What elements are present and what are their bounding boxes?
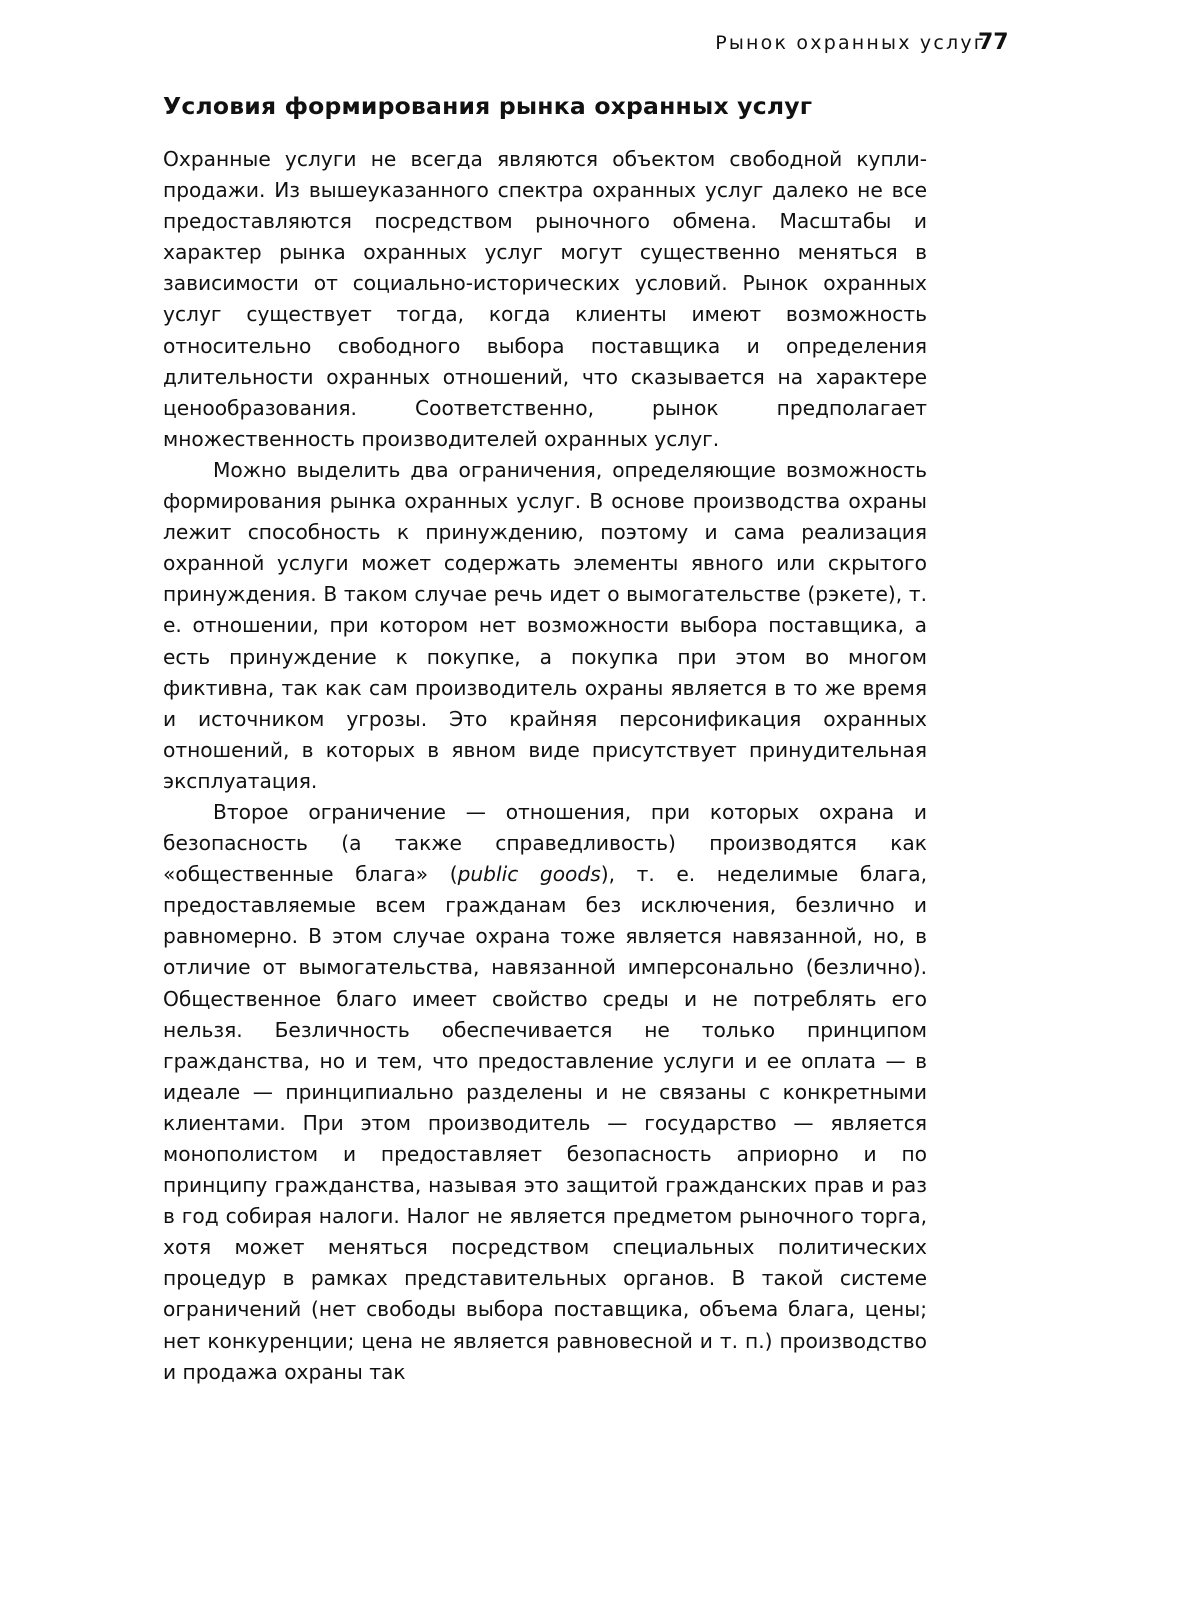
paragraph-3 (163, 797, 927, 1388)
body-text (163, 144, 927, 1388)
paragraph-3-text-after: ), т. е. неделимые блага, предоставляемые всем гражданам без исключения, безлично и равномерно. В этом случае охрана тоже является навязанной, но, в отличие от вымогательства, навязанной имперсонально (безлично). Общественное благо имеет свойство среды и не потреблять его нельзя. Безличность обеспечивается не только принципом гражданства, но и тем, что предоставление услуги и ее оплата — в идеале — принципиально разделены и не связаны с конкретными клиентами. При этом производитель — государство — является монополистом и предоставляет безопасность априорно и по принципу гражданства, называя это защитой гражданских прав и раз в год собирая налоги. Налог не является предметом рыночного торга, хотя может меняться посредством специальных политических процедур в рамках представительных органов. В такой системе ограничений (нет свободы выбора поставщика, объема блага, цены; нет конкуренции; цена не является равновесной и т. п.) производство и продажа охраны так (163, 862, 928, 1384)
section-heading: Условия формирования рынка охранных услуг (163, 92, 813, 120)
paragraph-3-text-before: Второе ограничение — отношения, при которых охрана и безопасность (а также справедливость) производятся как «общественные блага» ( (163, 799, 927, 887)
page-number: 77 (978, 30, 1009, 55)
paragraph-1: Охранные услуги не всегда являются объектом свободной купли-продажи. Из вышеуказанного спектра охранных услуг далеко не все предоставляются посредством рыночного обмена. Масштабы и характер рынка охранных услуг могут существенно меняться в зависимости от социально-исторических условий. Рынок охранных услуг существует тогда, когда клиенты имеют возможность относительно свободного выбора поставщика и определения длительности охранных отношений, что сказывается на характере ценообразования. Соответственно, рынок предполагает множественность производителей охранных услуг. (163, 147, 927, 451)
running-title: Рынок охранных услуг (715, 32, 986, 54)
paragraph-3-italic-term: public goods (457, 862, 601, 887)
paragraph-2: Можно выделить два ограничения, определяющие возможность формирования рынка охранных услуг. В основе производства охраны лежит способность к принуждению, поэтому и сама реализация охранной услуги может содержать элементы явного или скрытого принуждения. В таком случае речь идет о вымогательстве (рэкете), т. е. отношении, при котором нет возможности выбора поставщика, а есть принуждение к покупке, а покупка при этом во многом фиктивна, так как сам производитель охраны является в то же время и источником угрозы. Это крайняя персонификация охранных отношений, в которых в явном виде присутствует принудительная эксплуатация. (163, 457, 927, 793)
